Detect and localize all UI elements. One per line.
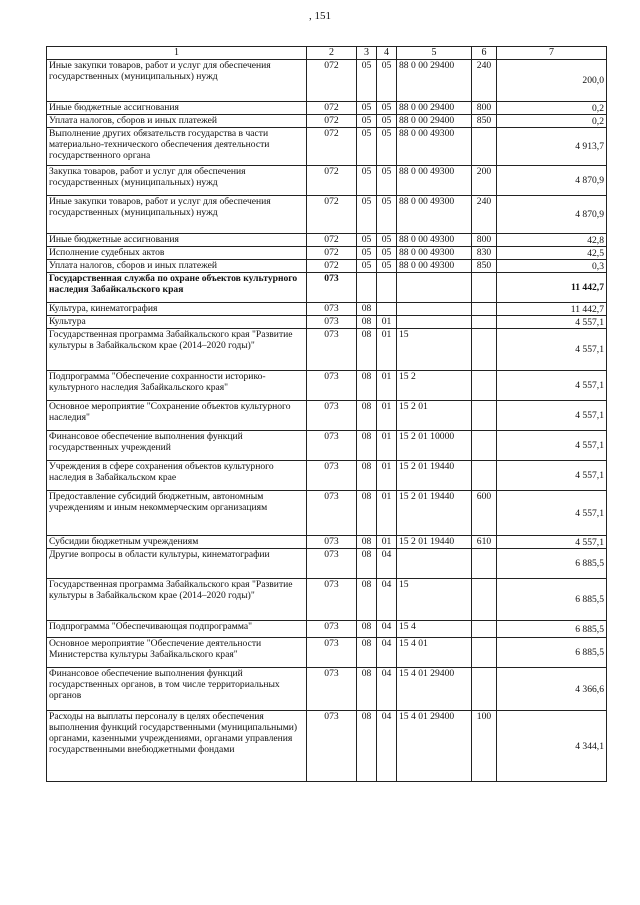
table-row bbox=[47, 401, 607, 431]
column-header: 7 bbox=[497, 47, 607, 60]
row-csr-cell: 15 4 01 29400 bbox=[397, 711, 472, 782]
table-row bbox=[47, 638, 607, 668]
row-vr-cell: 830 bbox=[472, 247, 497, 260]
table-row bbox=[47, 60, 607, 102]
row-ved-cell: 073 bbox=[307, 621, 357, 638]
row-sum-cell: 4 557,1 bbox=[497, 431, 607, 461]
row-ved-cell: 072 bbox=[307, 60, 357, 102]
row-pr-cell: 01 bbox=[377, 316, 397, 329]
row-pr-cell: 01 bbox=[377, 491, 397, 536]
row-vr-cell: 200 bbox=[472, 166, 497, 196]
row-sum-cell: 4 557,1 bbox=[497, 371, 607, 401]
row-csr-cell: 15 bbox=[397, 579, 472, 621]
page-number-value: 151 bbox=[314, 10, 331, 22]
row-pr-cell: 05 bbox=[377, 128, 397, 166]
row-pr-cell: 05 bbox=[377, 234, 397, 247]
row-pr-cell: 05 bbox=[377, 60, 397, 102]
row-csr-cell: 15 4 bbox=[397, 621, 472, 638]
row-ved-cell: 073 bbox=[307, 638, 357, 668]
row-ved-cell: 072 bbox=[307, 128, 357, 166]
row-name-cell: Государственная служба по охране объектов культурного наследия Забайкальского края bbox=[47, 273, 307, 303]
row-sum-cell: 4 557,1 bbox=[497, 329, 607, 371]
row-pr-cell: 04 bbox=[377, 621, 397, 638]
row-ved-cell: 072 bbox=[307, 102, 357, 115]
row-rz-cell: 05 bbox=[357, 102, 377, 115]
row-rz-cell: 08 bbox=[357, 711, 377, 782]
row-vr-cell: 610 bbox=[472, 536, 497, 549]
row-ved-cell: 073 bbox=[307, 549, 357, 579]
row-name-cell: Исполнение судебных актов bbox=[47, 247, 307, 260]
row-name-cell: Выполнение других обязательств государства в части материально-технического обеспечения деятельности государственного органа bbox=[47, 128, 307, 166]
table-row bbox=[47, 247, 607, 260]
row-name-cell: Культура, кинематография bbox=[47, 303, 307, 316]
row-rz-cell: 05 bbox=[357, 247, 377, 260]
table-row bbox=[47, 115, 607, 128]
row-ved-cell: 073 bbox=[307, 303, 357, 316]
row-sum-cell: 6 885,5 bbox=[497, 549, 607, 579]
row-sum-cell: 0,2 bbox=[497, 102, 607, 115]
table-row bbox=[47, 316, 607, 329]
row-rz-cell: 08 bbox=[357, 431, 377, 461]
row-name-cell: Иные закупки товаров, работ и услуг для обеспечения государственных (муниципальных) нужд bbox=[47, 60, 307, 102]
row-pr-cell: 05 bbox=[377, 115, 397, 128]
table-row bbox=[47, 273, 607, 303]
row-ved-cell: 073 bbox=[307, 668, 357, 711]
row-pr-cell: 05 bbox=[377, 102, 397, 115]
row-vr-cell bbox=[472, 401, 497, 431]
row-sum-cell: 11 442,7 bbox=[497, 303, 607, 316]
row-sum-cell: 4 366,6 bbox=[497, 668, 607, 711]
row-ved-cell: 073 bbox=[307, 401, 357, 431]
row-vr-cell bbox=[472, 638, 497, 668]
row-pr-cell: 01 bbox=[377, 461, 397, 491]
column-header: 5 bbox=[397, 47, 472, 60]
row-rz-cell: 05 bbox=[357, 128, 377, 166]
row-ved-cell: 072 bbox=[307, 234, 357, 247]
row-name-cell: Подпрограмма "Обеспечивающая подпрограмма" bbox=[47, 621, 307, 638]
row-sum-cell: 4 557,1 bbox=[497, 316, 607, 329]
row-vr-cell bbox=[472, 316, 497, 329]
row-name-cell: Предоставление субсидий бюджетным, автономным учреждениям и иным некоммерческим организациям bbox=[47, 491, 307, 536]
row-sum-cell: 4 913,7 bbox=[497, 128, 607, 166]
row-rz-cell: 08 bbox=[357, 536, 377, 549]
table-row bbox=[47, 234, 607, 247]
row-sum-cell: 4 344,1 bbox=[497, 711, 607, 782]
row-name-cell: Основное мероприятие "Обеспечение деятельности Министерства культуры Забайкальского края" bbox=[47, 638, 307, 668]
row-pr-cell: 05 bbox=[377, 247, 397, 260]
row-pr-cell: 01 bbox=[377, 536, 397, 549]
row-vr-cell: 850 bbox=[472, 115, 497, 128]
row-name-cell: Уплата налогов, сборов и иных платежей bbox=[47, 260, 307, 273]
row-rz-cell: 08 bbox=[357, 303, 377, 316]
table-row bbox=[47, 549, 607, 579]
page-number-prefix: , bbox=[309, 10, 315, 22]
row-rz-cell: 05 bbox=[357, 166, 377, 196]
row-csr-cell: 15 4 01 29400 bbox=[397, 668, 472, 711]
row-pr-cell bbox=[377, 273, 397, 303]
row-pr-cell: 05 bbox=[377, 196, 397, 234]
row-ved-cell: 073 bbox=[307, 371, 357, 401]
row-name-cell: Иные бюджетные ассигнования bbox=[47, 234, 307, 247]
row-csr-cell bbox=[397, 273, 472, 303]
row-csr-cell: 88 0 00 49300 bbox=[397, 247, 472, 260]
row-ved-cell: 073 bbox=[307, 461, 357, 491]
row-name-cell: Государственная программа Забайкальского края "Развитие культуры в Забайкальском крае (2014–2020 годы)" bbox=[47, 329, 307, 371]
row-pr-cell bbox=[377, 303, 397, 316]
row-rz-cell: 05 bbox=[357, 234, 377, 247]
row-name-cell: Подпрограмма "Обеспечение сохранности историко-культурного наследия Забайкальского края" bbox=[47, 371, 307, 401]
row-name-cell: Финансовое обеспечение выполнения функций государственных учреждений bbox=[47, 431, 307, 461]
row-pr-cell: 04 bbox=[377, 638, 397, 668]
row-csr-cell bbox=[397, 549, 472, 579]
row-sum-cell: 42,5 bbox=[497, 247, 607, 260]
row-ved-cell: 073 bbox=[307, 316, 357, 329]
row-rz-cell: 05 bbox=[357, 60, 377, 102]
row-pr-cell: 01 bbox=[377, 401, 397, 431]
row-sum-cell: 6 885,5 bbox=[497, 638, 607, 668]
table-row bbox=[47, 128, 607, 166]
row-sum-cell: 4 557,1 bbox=[497, 461, 607, 491]
row-rz-cell: 08 bbox=[357, 316, 377, 329]
row-ved-cell: 072 bbox=[307, 260, 357, 273]
row-sum-cell: 42,8 bbox=[497, 234, 607, 247]
table-row bbox=[47, 461, 607, 491]
row-name-cell: Основное мероприятие "Сохранение объектов культурного наследия" bbox=[47, 401, 307, 431]
table-row bbox=[47, 371, 607, 401]
table-header-row bbox=[47, 47, 607, 60]
column-header: 3 bbox=[357, 47, 377, 60]
row-csr-cell: 15 4 01 bbox=[397, 638, 472, 668]
row-vr-cell bbox=[472, 621, 497, 638]
row-ved-cell: 072 bbox=[307, 166, 357, 196]
row-vr-cell bbox=[472, 579, 497, 621]
row-rz-cell: 08 bbox=[357, 371, 377, 401]
row-name-cell: Финансовое обеспечение выполнения функций государственных органов, в том числе территориальных органов bbox=[47, 668, 307, 711]
row-pr-cell: 01 bbox=[377, 431, 397, 461]
row-csr-cell: 88 0 00 29400 bbox=[397, 102, 472, 115]
row-vr-cell: 240 bbox=[472, 60, 497, 102]
budget-table bbox=[46, 46, 607, 782]
row-pr-cell: 05 bbox=[377, 166, 397, 196]
table-row bbox=[47, 303, 607, 316]
row-csr-cell: 15 bbox=[397, 329, 472, 371]
row-sum-cell: 0,2 bbox=[497, 115, 607, 128]
row-csr-cell: 15 2 01 bbox=[397, 401, 472, 431]
column-header: 1 bbox=[47, 47, 307, 60]
row-ved-cell: 073 bbox=[307, 491, 357, 536]
row-ved-cell: 072 bbox=[307, 247, 357, 260]
row-ved-cell: 072 bbox=[307, 196, 357, 234]
row-pr-cell: 01 bbox=[377, 371, 397, 401]
row-csr-cell: 88 0 00 49300 bbox=[397, 128, 472, 166]
row-csr-cell: 88 0 00 49300 bbox=[397, 260, 472, 273]
row-name-cell: Уплата налогов, сборов и иных платежей bbox=[47, 115, 307, 128]
row-pr-cell: 01 bbox=[377, 329, 397, 371]
row-ved-cell: 073 bbox=[307, 431, 357, 461]
row-ved-cell: 073 bbox=[307, 273, 357, 303]
row-csr-cell: 15 2 01 19440 bbox=[397, 461, 472, 491]
row-pr-cell: 04 bbox=[377, 549, 397, 579]
column-header: 2 bbox=[307, 47, 357, 60]
row-vr-cell bbox=[472, 431, 497, 461]
row-csr-cell: 15 2 01 10000 bbox=[397, 431, 472, 461]
table-row bbox=[47, 491, 607, 536]
row-rz-cell: 08 bbox=[357, 668, 377, 711]
row-name-cell: Иные закупки товаров, работ и услуг для обеспечения государственных (муниципальных) нужд bbox=[47, 196, 307, 234]
row-ved-cell: 072 bbox=[307, 115, 357, 128]
row-pr-cell: 05 bbox=[377, 260, 397, 273]
row-sum-cell: 6 885,5 bbox=[497, 579, 607, 621]
row-csr-cell: 88 0 00 29400 bbox=[397, 115, 472, 128]
row-name-cell: Закупка товаров, работ и услуг для обеспечения государственных (муниципальных) нужд bbox=[47, 166, 307, 196]
row-sum-cell: 0,3 bbox=[497, 260, 607, 273]
row-name-cell: Учреждения в сфере сохранения объектов культурного наследия в Забайкальском крае bbox=[47, 461, 307, 491]
row-sum-cell: 11 442,7 bbox=[497, 273, 607, 303]
row-name-cell: Государственная программа Забайкальского края "Развитие культуры в Забайкальском крае (2014–2020 годы)" bbox=[47, 579, 307, 621]
table-row bbox=[47, 329, 607, 371]
column-header: 6 bbox=[472, 47, 497, 60]
row-rz-cell: 08 bbox=[357, 549, 377, 579]
row-vr-cell bbox=[472, 128, 497, 166]
row-vr-cell: 100 bbox=[472, 711, 497, 782]
row-sum-cell: 4 557,1 bbox=[497, 491, 607, 536]
row-ved-cell: 073 bbox=[307, 536, 357, 549]
table-row bbox=[47, 536, 607, 549]
row-sum-cell: 200,0 bbox=[497, 60, 607, 102]
row-vr-cell bbox=[472, 668, 497, 711]
row-rz-cell: 05 bbox=[357, 260, 377, 273]
table-row bbox=[47, 196, 607, 234]
row-name-cell: Расходы на выплаты персоналу в целях обеспечения выполнения функций государственными (муниципальными) органами, казенными учреждениями, органами управления государственными внебюджетными фондами bbox=[47, 711, 307, 782]
row-vr-cell: 240 bbox=[472, 196, 497, 234]
row-sum-cell: 4 870,9 bbox=[497, 196, 607, 234]
table-row bbox=[47, 711, 607, 782]
row-rz-cell: 08 bbox=[357, 579, 377, 621]
table-row bbox=[47, 621, 607, 638]
row-vr-cell bbox=[472, 549, 497, 579]
row-vr-cell: 800 bbox=[472, 102, 497, 115]
row-vr-cell bbox=[472, 461, 497, 491]
row-sum-cell: 6 885,5 bbox=[497, 621, 607, 638]
column-header: 4 bbox=[377, 47, 397, 60]
row-name-cell: Субсидии бюджетным учреждениям bbox=[47, 536, 307, 549]
row-name-cell: Иные бюджетные ассигнования bbox=[47, 102, 307, 115]
table-row bbox=[47, 431, 607, 461]
row-csr-cell bbox=[397, 303, 472, 316]
table-row bbox=[47, 260, 607, 273]
row-rz-cell: 08 bbox=[357, 461, 377, 491]
table-row bbox=[47, 166, 607, 196]
row-rz-cell: 08 bbox=[357, 621, 377, 638]
row-rz-cell: 08 bbox=[357, 401, 377, 431]
row-csr-cell bbox=[397, 316, 472, 329]
row-csr-cell: 88 0 00 49300 bbox=[397, 196, 472, 234]
row-vr-cell: 600 bbox=[472, 491, 497, 536]
row-vr-cell bbox=[472, 329, 497, 371]
row-rz-cell: 05 bbox=[357, 196, 377, 234]
row-rz-cell: 08 bbox=[357, 329, 377, 371]
row-csr-cell: 88 0 00 29400 bbox=[397, 60, 472, 102]
row-sum-cell: 4 870,9 bbox=[497, 166, 607, 196]
row-rz-cell: 05 bbox=[357, 115, 377, 128]
row-vr-cell bbox=[472, 303, 497, 316]
row-csr-cell: 88 0 00 49300 bbox=[397, 166, 472, 196]
row-vr-cell bbox=[472, 371, 497, 401]
row-csr-cell: 15 2 01 19440 bbox=[397, 491, 472, 536]
row-rz-cell bbox=[357, 273, 377, 303]
page-number bbox=[0, 10, 640, 22]
table-row bbox=[47, 102, 607, 115]
row-pr-cell: 04 bbox=[377, 711, 397, 782]
table-row bbox=[47, 668, 607, 711]
row-name-cell: Культура bbox=[47, 316, 307, 329]
row-csr-cell: 15 2 bbox=[397, 371, 472, 401]
row-csr-cell: 15 2 01 19440 bbox=[397, 536, 472, 549]
row-pr-cell: 04 bbox=[377, 668, 397, 711]
row-ved-cell: 073 bbox=[307, 579, 357, 621]
row-csr-cell: 88 0 00 49300 bbox=[397, 234, 472, 247]
row-ved-cell: 073 bbox=[307, 329, 357, 371]
row-vr-cell bbox=[472, 273, 497, 303]
row-sum-cell: 4 557,1 bbox=[497, 401, 607, 431]
row-sum-cell: 4 557,1 bbox=[497, 536, 607, 549]
row-pr-cell: 04 bbox=[377, 579, 397, 621]
row-rz-cell: 08 bbox=[357, 638, 377, 668]
row-rz-cell: 08 bbox=[357, 491, 377, 536]
row-ved-cell: 073 bbox=[307, 711, 357, 782]
row-vr-cell: 850 bbox=[472, 260, 497, 273]
row-name-cell: Другие вопросы в области культуры, кинематографии bbox=[47, 549, 307, 579]
row-vr-cell: 800 bbox=[472, 234, 497, 247]
table-row bbox=[47, 579, 607, 621]
